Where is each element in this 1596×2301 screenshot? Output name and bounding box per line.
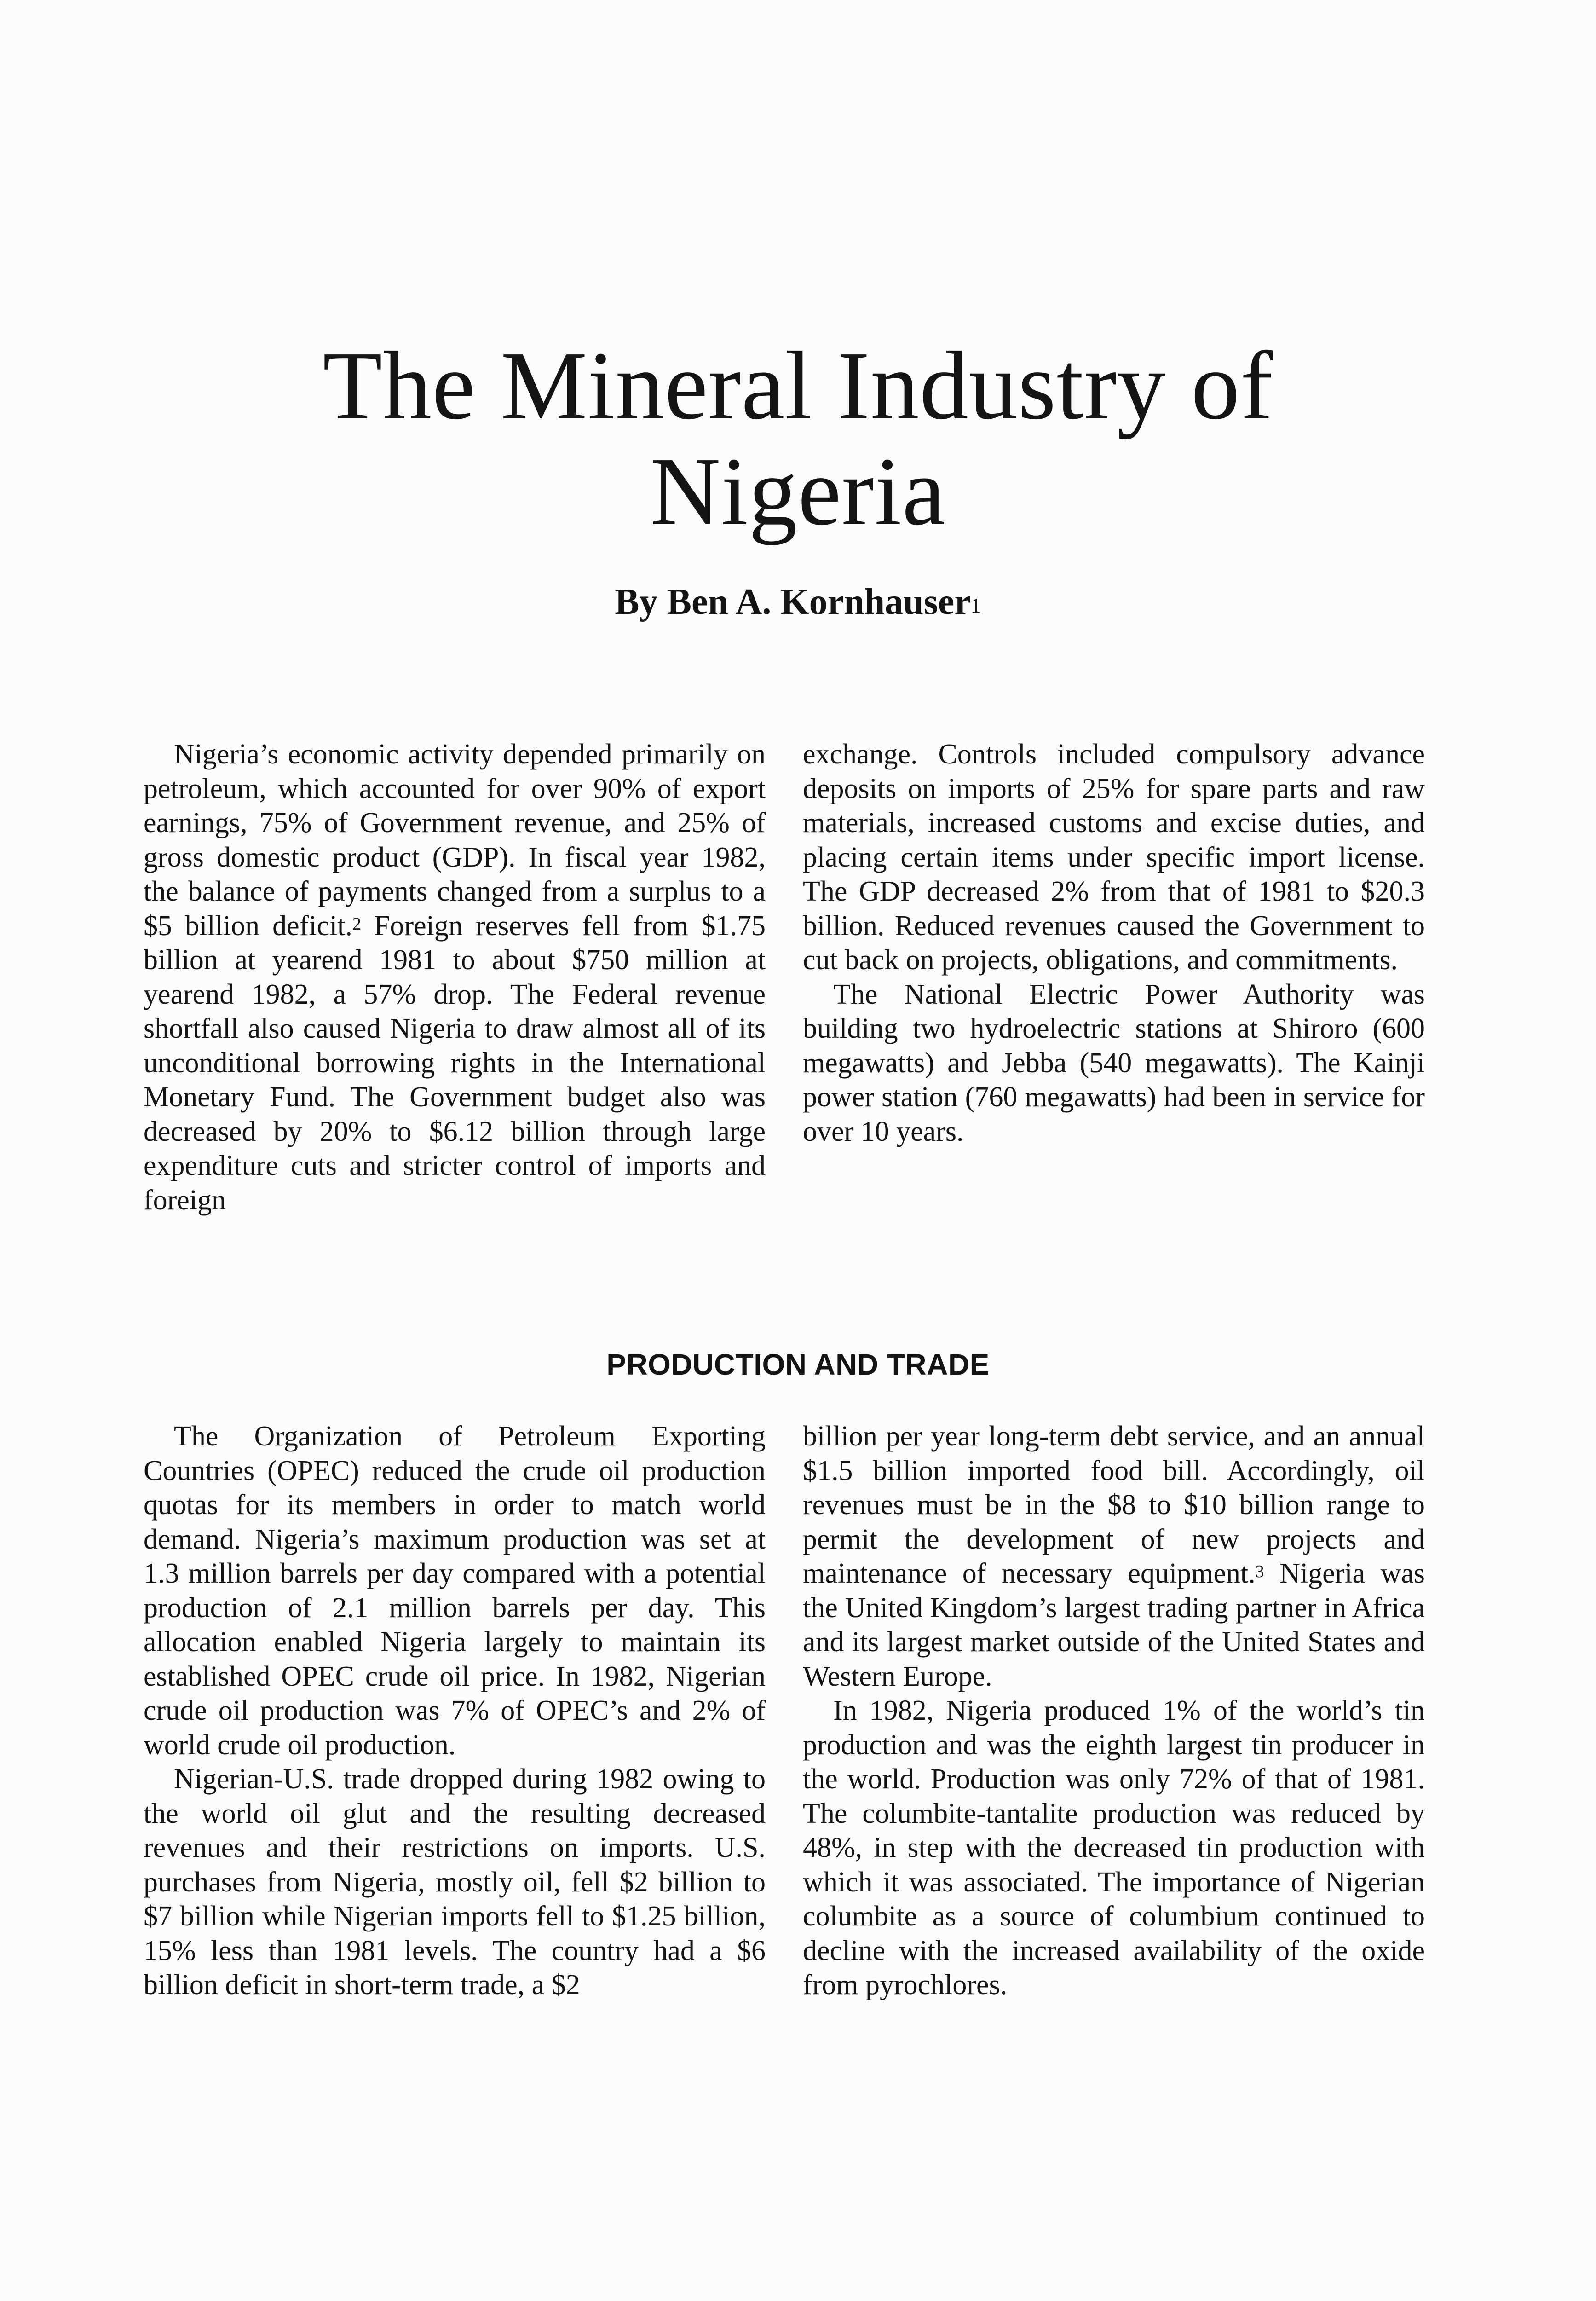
production-paragraph-3: In 1982, Nigeria produced 1% of the world’s tin production and was the eighth largest tin producer in the world. Production was only 72% of that of 1981. The columbite-tantalite production was reduced by 48%, in step with the decreased tin production with which it was associated. The importance of Nigerian columbite as a source of columbium continued to decline with the increased availability of the oxide from pyrochlores.: [803, 1695, 1425, 2000]
section-heading-production-trade: PRODUCTION AND TRADE: [606, 1348, 990, 1381]
intro-p1-text-b: Foreign reserves fell from $1.75 billion at yearend 1981 to about $750 million at yearend 1982, a 57% drop. The Federal revenue shortfall also caused Nigeria to draw almost all of its unconditional borrowing rights in the International Monetary Fund. The Government budget also was decreased by 20% to $6.12 billion through large expenditure cuts and stricter control of imports and foreign: [144, 910, 766, 1216]
production-p2c-text-a: billion per year long-term debt service, and an annual $1.5 billion imported food bill. Accordingly, oil revenues must be in the $8 to $10 billion range to permit the development of new projects and maintenance of necessary equipment.: [803, 1421, 1425, 1589]
production-p2c-text-b: Nigeria was the United Kingdom’s largest trading partner in Africa and its largest market outside of the United States and Western Europe.: [803, 1558, 1425, 1692]
intro-column-left: [144, 737, 766, 1217]
intro-p1-text-a: Nigeria’s economic activity depended primarily on petroleum, which accounted for over 90% of export earnings, 75% of Government revenue, and 25% of gross domestic product (GDP). In fiscal year 1982, the balance of payments changed from a surplus to a $5 billion deficit.: [144, 739, 766, 942]
intro-paragraph-1-continued: exchange. Controls included compulsory advance deposits on imports of 25% for spare parts and raw materials, increased customs and excise duties, and placing certain items under specific import license. The GDP decreased 2% from that of 1981 to $20.3 billion. Reduced revenues caused the Government to cut back on projects, obligations, and commitments.: [803, 739, 1425, 976]
title-line-2: Nigeria: [650, 437, 946, 545]
author-footnote-marker: 1: [970, 594, 981, 617]
production-paragraph-1: The Organization of Petroleum Exporting Countries (OPEC) reduced the crude oil production quotas for its members in order to match world demand. Nigeria’s maximum production was set at 1.3 million barrels per day compared with a potential production of 2.1 million barrels per day. This allocation enabled Nigeria largely to maintain its established OPEC crude oil price. In 1982, Nigerian crude oil production was 7% of OPEC’s and 2% of world crude oil production.: [144, 1421, 766, 1761]
intro-paragraph-1: [144, 737, 766, 1217]
footnote-marker-2: 2: [352, 914, 361, 934]
intro-paragraph-2: The National Electric Power Authority was building two hydroelectric stations at Shiroro (600 megawatts) and Jebba (540 megawatts). The Kainji power station (760 megawatts) had been in service for over 10 years.: [803, 978, 1425, 1147]
author-name: By Ben A. Kornhauser: [615, 582, 971, 622]
production-column-left: [144, 1419, 766, 2002]
intro-column-right: [803, 737, 1425, 1149]
production-column-right: [803, 1419, 1425, 2002]
production-paragraph-2-continued: [803, 1419, 1425, 1694]
byline: [0, 579, 1596, 625]
title-line-1: The Mineral Industry of: [323, 331, 1273, 439]
footnote-marker-3: 3: [1255, 1562, 1264, 1581]
production-paragraph-2: Nigerian-U.S. trade dropped during 1982 owing to the world oil glut and the resulting decreased revenues and their restrictions on imports. U.S. purchases from Nigeria, mostly oil, fell $2 billion to $7 billion while Nigerian imports fell to $1.25 billion, 15% less than 1981 levels. The country had a $6 billion deficit in short-term trade, a $2: [144, 1763, 766, 2000]
